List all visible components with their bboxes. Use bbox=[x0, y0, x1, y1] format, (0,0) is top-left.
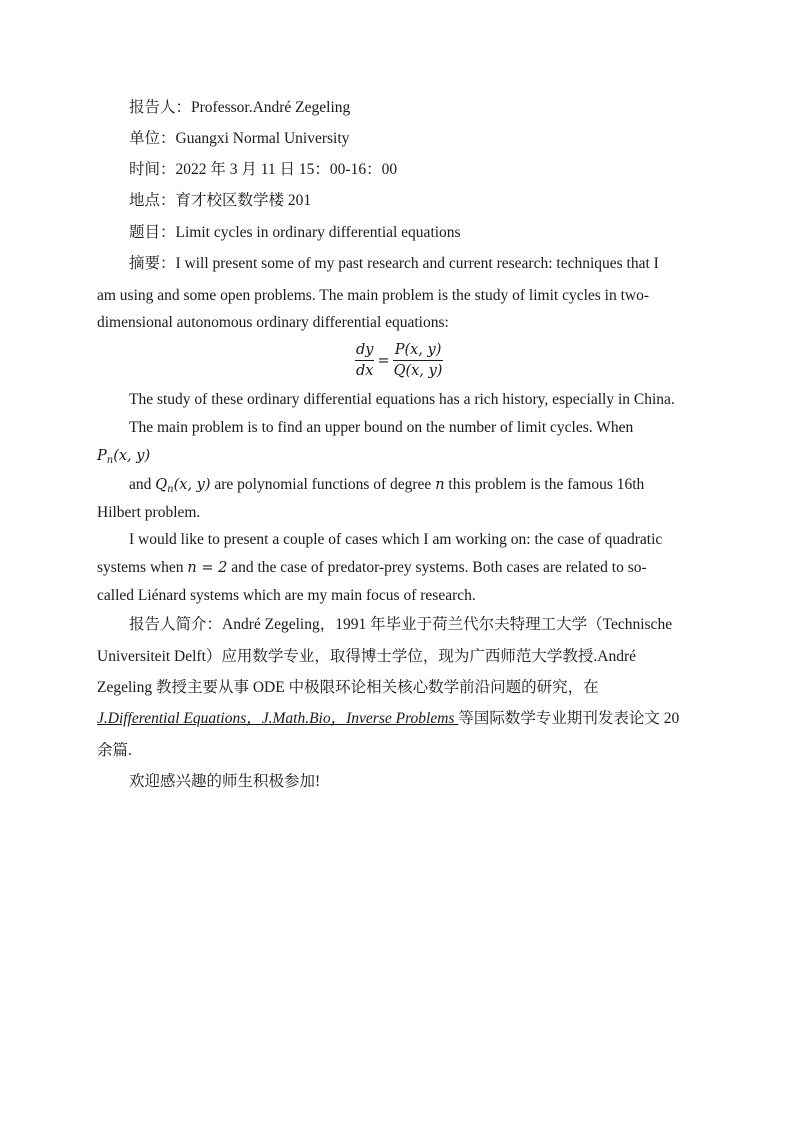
speaker-line: 报告人：Professor.André Zegeling bbox=[129, 99, 351, 116]
abstract-line-8: Hilbert problem. bbox=[97, 504, 201, 521]
abstract-line-5: The main problem is to find an upper bound on the number of limit cycles. When bbox=[129, 419, 634, 436]
title-line: 题目：Limit cycles in ordinary differential equations bbox=[129, 224, 461, 241]
bio-line-3: Zegeling 教授主要从事 ODE 中极限环论相关核心数学前沿问题的研究，在 bbox=[97, 679, 599, 696]
formula-lhs-denominator: dx bbox=[356, 363, 374, 379]
abstract-line-2: am using and some open problems. The main problem is the study of limit cycles in two- bbox=[97, 287, 650, 304]
fraction-bar bbox=[393, 360, 444, 361]
abstract-line-7-pre: and bbox=[129, 476, 156, 493]
abstract-line-7 bbox=[129, 475, 644, 495]
closing-line: 欢迎感兴趣的师生积极参加! bbox=[129, 773, 321, 790]
formula-rhs-denominator: Q(x, y) bbox=[393, 363, 443, 379]
qn-subscript: n bbox=[167, 484, 174, 495]
abstract-line-3: dimensional autonomous ordinary differential equations: bbox=[97, 314, 449, 331]
formula-lhs bbox=[355, 341, 374, 380]
abstract-line-1: 摘要：I will present some of my past research and current research: techniques that I bbox=[129, 255, 659, 272]
formula-equals: = bbox=[377, 352, 390, 369]
bio-line-5: 余篇. bbox=[97, 742, 132, 759]
pn-subscript: n bbox=[106, 455, 114, 466]
bio-line-4-post: 等国际数学专业期刊发表论文 20 bbox=[458, 710, 680, 727]
pn-args: (x, y) bbox=[113, 448, 151, 464]
abstract-line-4: The study of these ordinary differential equations has a rich history, especially in China. bbox=[129, 391, 675, 408]
formula-lhs-numerator: dy bbox=[356, 342, 374, 358]
abstract-line-9: I would like to present a couple of cases which I am working on: the case of quadratic bbox=[129, 531, 663, 548]
abstract-line-7-post: this problem is the famous 16th bbox=[444, 476, 645, 493]
abstract-line-11: called Liénard systems which are my main focus of research. bbox=[97, 587, 476, 604]
abstract-line-10-pre: systems when bbox=[97, 559, 188, 576]
fraction-bar bbox=[355, 360, 374, 361]
pn-symbol: P bbox=[97, 448, 107, 464]
journal-list: J.Differential Equations，J.Math.Bio，Inverse Problems bbox=[97, 710, 459, 727]
qn-expression bbox=[155, 477, 210, 493]
formula-rhs-numerator: P(x, y) bbox=[394, 342, 442, 358]
formula bbox=[355, 341, 443, 380]
location-line: 地点：育才校区数学楼 201 bbox=[129, 192, 312, 209]
abstract-line-7-mid: are polynomial functions of degree bbox=[210, 476, 436, 493]
affiliation-line: 单位：Guangxi Normal University bbox=[129, 130, 350, 147]
time-line: 时间：2022 年 3 月 11 日 15：00-16：00 bbox=[129, 161, 398, 178]
qn-symbol: Q bbox=[155, 477, 168, 493]
bio-line-4 bbox=[97, 709, 679, 729]
bio-line-2: Universiteit Delft）应用数学专业，取得博士学位，现为广西师范大学教授.André bbox=[97, 648, 637, 665]
abstract-line-10 bbox=[97, 558, 647, 578]
pn-expression bbox=[97, 446, 150, 466]
bio-line-1: 报告人简介：André Zegeling，1991 年毕业于荷兰代尔夫特理工大学（Technische bbox=[129, 616, 673, 633]
n-symbol: n bbox=[435, 477, 445, 493]
formula-rhs bbox=[393, 341, 444, 380]
qn-args: (x, y) bbox=[173, 477, 211, 493]
abstract-line-10-post: and the case of predator-prey systems. Both cases are related to so- bbox=[227, 559, 647, 576]
n-equals-2: n = 2 bbox=[187, 560, 228, 576]
